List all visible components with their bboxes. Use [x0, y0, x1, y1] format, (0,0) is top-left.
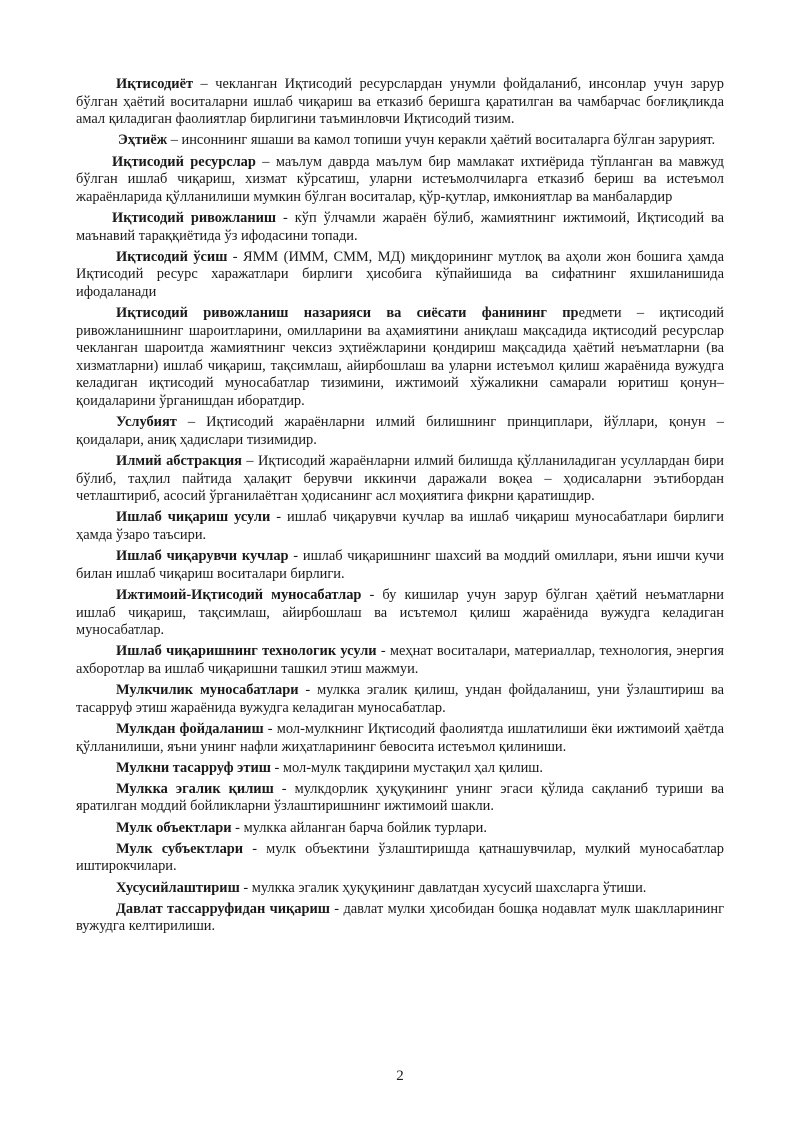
entry-separator: -: [243, 840, 267, 857]
entry-definition: чекланган Иқтисодий ресурслардан унумли фойдаланиб, инсонлар учун зарур бўлган ҳаётий воситаларни ишлаб чиқариш ва етказиб беришга қаратилган ва чамбарчас боғлиқликда амал қиладиган фаолиятлар бирлигини таъминловчи Иқтисодий тизим.: [76, 76, 724, 128]
entry-term: Ишлаб чиқариш усули: [116, 509, 271, 526]
entry-definition: меҳнат воситалари, материаллар, технология, энергия ахборотлар ва ишлаб чиқаришни ташкил этиш мажмуи.: [76, 643, 725, 677]
entry-definition: мулкка эгалик қилиш, ундан фойдаланиш, уни ўзлаштириш ва тасарруф этиш жараёнида вужудга келадиган муносабатлар.: [76, 682, 724, 716]
entry-separator: -: [270, 509, 288, 526]
entry-term: Мулк субъектлари: [116, 840, 244, 857]
glossary-entry-need: [76, 132, 724, 150]
entry-definition: Иқтисодий жараёнларни илмий билишда қўлланиладиган усуллардан бири бўлиб, таҳлил пайтида ҳалақит берувчи иккинчи даражали воқеа – ҳодисаларни эътибордан четлаштириб, асосий ўрганилаётган ҳодисанинг асл моҳиятига фикрни қаратишдир.: [76, 453, 724, 505]
entry-definition: мулк объектини ўзлаштиришда қатнашувчилар, мулкий муносабатлар иштирокчилари.: [76, 840, 724, 875]
glossary-entry-scientific-abstraction: [76, 453, 724, 506]
entry-term: Мулкдан фойдаланиш: [116, 720, 264, 737]
glossary-entry-methodology: [76, 414, 724, 449]
glossary-entry-subject-of-course: [76, 305, 724, 411]
glossary-entry-property-subjects: [76, 841, 724, 876]
entry-definition: мулкка эгалик ҳуқуқининг давлатдан хусусий шахсларга ўтиши.: [251, 879, 647, 896]
entry-separator: –: [167, 132, 182, 149]
entry-separator: -: [329, 900, 344, 917]
entry-separator: -: [288, 548, 303, 565]
glossary-entry-property-ownership: [76, 781, 724, 816]
entry-separator: -: [298, 682, 318, 699]
entry-term: Иқтисодий ресурслар: [112, 153, 256, 170]
entry-separator: -: [276, 209, 295, 226]
entry-separator: -: [270, 759, 283, 776]
entry-definition: кўп ўлчамли жараён бўлиб, жамиятнинг ижтимоий, Иқтисодий ва маънавий тараққиётида ўз ифодасини топади.: [76, 209, 724, 244]
page-number: 2: [396, 1068, 404, 1084]
glossary-entry-property-disposal: [76, 760, 724, 778]
entry-term: Услубият: [116, 414, 177, 431]
glossary-entry-privatization: [76, 880, 724, 898]
entry-term: Мулкчилик муносабатлари: [116, 682, 299, 699]
entry-separator: -: [361, 586, 383, 603]
entry-term: Мулкка эгалик қилиш: [116, 780, 274, 797]
entry-definition: едмети – иқтисодий ривожланишнинг шароитларини, омилларини ва аҳамиятини аниқлаш мақсадида иқтисодий ресурслар чекланган шароитда жамиятнинг чексиз эҳтиёжларини қондириш мақсадида ҳаётий неъматларни (ва хизматларни) ишлаб чиқариш, тақсимлаш, айирбошлаш ва уларни истеъмол қилиш жараёнида вужудга келадиган иқтисодий муносабатлар тизимини, ижтимоий хўжаликни самарали юритиш қонун–қоидаларини ўрганишдан иборатдир.: [76, 305, 724, 410]
entry-definition: бу кишилар учун зарур бўлган ҳаётий неъматларни ишлаб чиқариш, тақсимлаш, айирбошлаш ва исътемол қилиш жараёнида вужудга келадиган муносабатлар.: [76, 586, 724, 639]
entry-term: Хусусийлаштириш: [116, 879, 240, 896]
entry-separator: –: [193, 76, 216, 92]
entry-definition: инсоннинг яшаши ва камол топиши учун керакли ҳаётий воситаларга бўлган зарурият.: [181, 132, 716, 149]
entry-term: Илмий абстракция: [116, 453, 242, 470]
entry-definition: ишлаб чиқаришнинг шахсий ва моддий омиллари, яъни ишчи кучи билан ишлаб чиқариш воситалари бирлиги.: [76, 548, 724, 582]
entry-definition: ишлаб чиқарувчи кучлар ва ишлаб чиқариш муносабатлари бирлиги ҳамда ўзаро таъсири.: [76, 509, 724, 543]
entry-separator: –: [176, 414, 207, 431]
glossary-entry-mode-of-production: [76, 509, 724, 544]
entry-term: Ишлаб чиқаришнинг технологик усули: [116, 643, 377, 660]
entry-term: Иқтисодий ривожланиш: [112, 209, 277, 226]
glossary-entry-property-use: [76, 721, 724, 756]
entry-separator: –: [241, 453, 258, 470]
entry-term: Иқтисодий ўсиш: [116, 248, 228, 265]
glossary-entry-economic-development: [76, 210, 724, 245]
entry-separator: -: [376, 643, 390, 660]
glossary-entry-property-relations: [76, 682, 724, 717]
glossary-entry-property-objects: [76, 820, 724, 838]
entry-separator: -: [231, 819, 244, 836]
glossary-entry-economic-growth: [76, 249, 724, 302]
entry-term: Ишлаб чиқарувчи кучлар: [116, 548, 289, 565]
entry-definition: ЯММ (ИММ, СММ, МД) миқдорининг мутлоқ ва аҳоли жон бошига ҳамда Иқтисодий ресурс харажатлари бирлиги ҳисобига кўпайишида ва сифатнинг яхшиланишида ифодаланади: [76, 248, 724, 300]
entry-term: Иқтисодиёт: [116, 76, 194, 92]
entry-term: Иқтисодий ривожланиш назарияси ва сиёсати фанининг пр: [116, 305, 579, 322]
entry-definition: мулкка айланган барча бойлик турлари.: [243, 819, 487, 836]
glossary-entry-technological-mode: [76, 643, 724, 678]
entry-separator: -: [273, 780, 295, 797]
entry-separator: -: [227, 248, 244, 265]
entry-term: Ижтимоий-Иқтисодий муносабатлар: [116, 586, 362, 603]
entry-term: Мулк объектлари: [116, 819, 232, 836]
entry-term: Эҳтиёж: [118, 132, 168, 149]
entry-definition: давлат мулки ҳисобидан бошқа нодавлат мулк шаклларининг вужудга келтирилиши.: [76, 900, 724, 935]
entry-separator: -: [239, 879, 252, 896]
entry-definition: Иқтисодий жараёнларни илмий билишнинг принциплари, йўллари, қонун – қоидалари, аниқ ҳадислари тизимидир.: [76, 414, 725, 448]
glossary-entry-productive-forces: [76, 548, 724, 583]
entry-definition: мол-мулк тақдирини мустақил ҳал қилиш.: [282, 759, 543, 776]
entry-separator: -: [263, 720, 277, 737]
entry-separator: –: [255, 153, 276, 170]
entry-term: Мулкни тасарруф этиш: [116, 759, 271, 776]
glossary-entry-economic-resources: [76, 154, 724, 207]
entry-definition: маълум даврда маълум бир мамлакат ихтиёрида тўпланган ва мавжуд бўлган ишлаб чиқариш, хизмат кўрсатиш, уларни истеъмолчиларга етказиб бериш ва истеъмол жараёнларида қўлланилиши мумкин бўлган воситалар, қўр-қутлар, имкониятлар ва манбалардир: [76, 153, 724, 205]
entry-definition: мол-мулкнинг Иқтисодий фаолиятда ишлатилиши ёки ижтимоий ҳаётда қўлланилиши, яъни унинг нафли жиҳатларининг бевосита истеъмол қилиниши.: [76, 720, 724, 755]
entry-term: Давлат тассарруфидан чиқариш: [116, 900, 330, 917]
glossary-entry-denationalization: [76, 901, 724, 936]
glossary-entry-socio-economic-relations: [76, 587, 724, 640]
glossary-entry-economy: [76, 76, 724, 129]
document-body: [76, 76, 724, 940]
entry-definition: мулкдорлик ҳуқуқининг унинг эгаси қўлида сақланиб туриши ва яратилган моддий бойликларни ўзлаштиришнинг ижтимоий шакли.: [76, 780, 724, 815]
